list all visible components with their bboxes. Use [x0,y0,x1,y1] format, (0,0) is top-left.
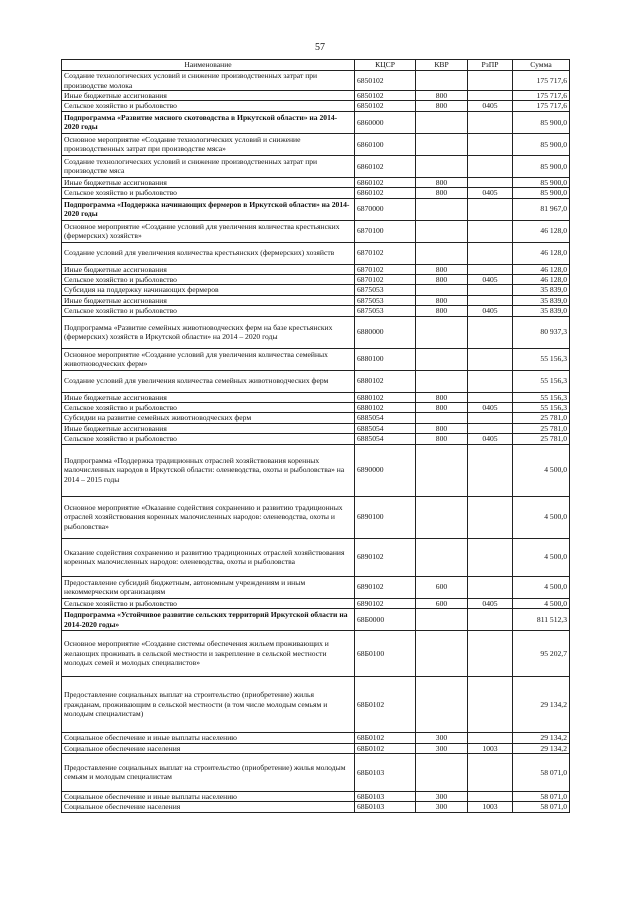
cell-sum: 85 900,0 [513,155,570,177]
cell-kcsr: 68Б0102 [355,677,416,733]
cell-rzpr: 0405 [468,101,513,111]
cell-kvr: 300 [416,791,468,801]
cell-sum: 95 202,7 [513,631,570,677]
cell-kcsr: 6870102 [355,275,416,285]
cell-kvr [416,496,468,538]
cell-name: Основное мероприятие «Создание технологических условий и снижение производственных затрат при производстве мяса» [62,133,355,155]
cell-sum: 85 900,0 [513,133,570,155]
cell-rzpr [468,295,513,305]
cell-kcsr: 6880100 [355,348,416,370]
header-sum: Сумма [513,60,570,71]
cell-sum: 29 134,2 [513,733,570,743]
cell-rzpr [468,348,513,370]
cell-name: Подпрограмма «Развитие семейных животноводческих ферм на базе крестьянских (фермерских) хозяйств в Иркутской области» на 2014 – 2020 годы [62,316,355,348]
cell-name: Сельское хозяйство и рыболовство [62,598,355,608]
cell-rzpr [468,198,513,220]
table-row [62,348,570,370]
cell-sum: 4 500,0 [513,576,570,598]
cell-sum: 46 128,0 [513,264,570,274]
table-row [62,576,570,598]
cell-rzpr: 0405 [468,275,513,285]
cell-kcsr: 6890100 [355,496,416,538]
cell-rzpr [468,133,513,155]
cell-name: Социальное обеспечение и иные выплаты населению [62,791,355,801]
page-number: 57 [315,42,325,53]
cell-name: Иные бюджетные ассигнования [62,423,355,433]
cell-name: Создание условий для увеличения количества крестьянских (фермерских) хозяйств [62,242,355,264]
cell-sum: 175 717,6 [513,71,570,91]
cell-kcsr: 6870102 [355,242,416,264]
table-row [62,242,570,264]
table-row [62,538,570,576]
cell-sum: 35 839,0 [513,306,570,316]
cell-sum: 85 900,0 [513,177,570,187]
cell-sum: 81 967,0 [513,198,570,220]
cell-sum: 55 156,3 [513,403,570,413]
cell-name: Подпрограмма «Устойчивое развитие сельских территорий Иркутской области на 2014-2020 годы» [62,609,355,631]
cell-kcsr: 6875053 [355,306,416,316]
cell-rzpr [468,444,513,496]
cell-kcsr: 6885054 [355,423,416,433]
cell-kcsr: 68Б0100 [355,631,416,677]
header-kvr: КВР [416,60,468,71]
cell-kvr [416,753,468,791]
cell-name: Предоставление субсидий бюджетным, автономным учреждениям и иным некоммерческим организациям [62,576,355,598]
table-row [62,753,570,791]
cell-rzpr [468,392,513,402]
cell-kcsr: 6885054 [355,434,416,444]
cell-kvr: 800 [416,392,468,402]
cell-name: Предоставление социальных выплат на строительство (приобретение) жилья гражданам, проживающим в сельской местности (в том числе молодым семьям и молодым специалистам) [62,677,355,733]
cell-kcsr: 6880000 [355,316,416,348]
cell-name: Иные бюджетные ассигнования [62,177,355,187]
cell-rzpr [468,733,513,743]
cell-kcsr: 6890102 [355,576,416,598]
cell-name: Социальное обеспечение населения [62,743,355,753]
cell-sum: 58 071,0 [513,791,570,801]
table-row [62,264,570,274]
table-row [62,155,570,177]
cell-kcsr: 6860102 [355,177,416,187]
cell-name: Субсидия на поддержку начинающих фермеров [62,285,355,295]
cell-kcsr: 6870000 [355,198,416,220]
cell-kcsr: 6880102 [355,392,416,402]
cell-sum: 25 781,0 [513,423,570,433]
cell-kcsr: 6860100 [355,133,416,155]
cell-rzpr: 0405 [468,598,513,608]
cell-rzpr [468,220,513,242]
cell-sum: 46 128,0 [513,220,570,242]
cell-name: Оказание содействия сохранению и развитию традиционных отраслей хозяйствования коренных малочисленных народов: оленеводства, охоты и рыболовства [62,538,355,576]
table-row [62,743,570,753]
cell-rzpr [468,538,513,576]
table-row [62,133,570,155]
cell-rzpr [468,111,513,133]
cell-name: Иные бюджетные ассигнования [62,264,355,274]
cell-kvr [416,631,468,677]
cell-name: Сельское хозяйство и рыболовство [62,403,355,413]
cell-kcsr: 68Б0103 [355,753,416,791]
cell-kvr: 600 [416,576,468,598]
cell-kcsr: 68Б0103 [355,802,416,812]
header-kcsr: КЦСР [355,60,416,71]
cell-name: Сельское хозяйство и рыболовство [62,306,355,316]
header-rzpr: РзПР [468,60,513,71]
cell-kvr [416,285,468,295]
table-body [62,71,570,813]
cell-rzpr [468,177,513,187]
table-row [62,275,570,285]
cell-sum: 58 071,0 [513,753,570,791]
cell-name: Социальное обеспечение и иные выплаты населению [62,733,355,743]
cell-rzpr: 0405 [468,188,513,198]
cell-kcsr: 6850102 [355,91,416,101]
cell-sum: 811 512,3 [513,609,570,631]
table-row [62,791,570,801]
cell-sum: 55 156,3 [513,392,570,402]
cell-rzpr: 0405 [468,403,513,413]
cell-sum: 35 839,0 [513,285,570,295]
table-row [62,71,570,91]
cell-sum: 25 781,0 [513,434,570,444]
cell-kvr: 800 [416,306,468,316]
cell-kvr: 300 [416,802,468,812]
cell-kcsr: 68Б0000 [355,609,416,631]
cell-kcsr: 6870100 [355,220,416,242]
cell-name: Предоставление социальных выплат на строительство (приобретение) жилья молодым семьям и молодым специалистам [62,753,355,791]
cell-sum: 29 134,2 [513,743,570,753]
cell-name: Иные бюджетные ассигнования [62,295,355,305]
cell-name: Подпрограмма «Развитие мясного скотоводства в Иркутской области» на 2014-2020 годы [62,111,355,133]
cell-sum: 85 900,0 [513,111,570,133]
cell-kvr: 800 [416,177,468,187]
table-row [62,295,570,305]
cell-kcsr: 6890102 [355,538,416,576]
cell-sum: 4 500,0 [513,444,570,496]
cell-sum: 4 500,0 [513,538,570,576]
header-name: Наименование [62,60,355,71]
cell-name: Подпрограмма «Поддержка начинающих фермеров в Иркутской области» на 2014-2020 годы [62,198,355,220]
table-row [62,306,570,316]
cell-sum: 4 500,0 [513,598,570,608]
cell-sum: 29 134,2 [513,677,570,733]
cell-rzpr [468,91,513,101]
cell-kcsr: 6890102 [355,598,416,608]
cell-kcsr: 6880102 [355,403,416,413]
cell-rzpr [468,791,513,801]
cell-sum: 35 839,0 [513,295,570,305]
table-row [62,496,570,538]
cell-kvr: 600 [416,598,468,608]
cell-kvr [416,71,468,91]
cell-sum: 55 156,3 [513,348,570,370]
table-row [62,609,570,631]
cell-kcsr: 6885054 [355,413,416,423]
cell-rzpr [468,496,513,538]
table-row [62,631,570,677]
table-row [62,198,570,220]
cell-kvr [416,155,468,177]
table-row [62,91,570,101]
table-row [62,392,570,402]
cell-kvr [416,538,468,576]
cell-rzpr [468,631,513,677]
cell-kcsr: 6860000 [355,111,416,133]
cell-name: Субсидии на развитие семейных животноводческих ферм [62,413,355,423]
table-row [62,403,570,413]
cell-rzpr: 1003 [468,802,513,812]
cell-kvr [416,677,468,733]
cell-rzpr [468,423,513,433]
cell-rzpr [468,155,513,177]
table-row [62,188,570,198]
cell-rzpr [468,71,513,91]
cell-kvr [416,133,468,155]
cell-rzpr [468,609,513,631]
cell-rzpr [468,677,513,733]
cell-name: Основное мероприятие «Создание условий для увеличения количества семейных животноводческих ферм» [62,348,355,370]
cell-sum: 58 071,0 [513,802,570,812]
cell-kvr: 800 [416,403,468,413]
cell-name: Иные бюджетные ассигнования [62,91,355,101]
cell-kvr: 800 [416,101,468,111]
cell-rzpr [468,264,513,274]
table-row [62,111,570,133]
cell-kcsr: 68Б0102 [355,743,416,753]
table-row [62,423,570,433]
cell-kvr [416,198,468,220]
cell-kvr: 800 [416,188,468,198]
table-row [62,370,570,392]
cell-name: Основное мероприятие «Создание условий для увеличения количества крестьянских (фермерских) хозяйств» [62,220,355,242]
cell-rzpr: 1003 [468,743,513,753]
cell-kvr [416,413,468,423]
cell-kvr: 800 [416,275,468,285]
cell-rzpr [468,285,513,295]
table-row [62,733,570,743]
cell-kvr [416,242,468,264]
cell-name: Подпрограмма «Поддержка традиционных отраслей хозяйствования коренных малочисленных народов в Иркутской области: оленеводства, охоты и рыболовства» на 2014 – 2015 годы [62,444,355,496]
cell-kcsr: 68Б0103 [355,791,416,801]
cell-kvr [416,316,468,348]
cell-kvr [416,220,468,242]
cell-name: Сельское хозяйство и рыболовство [62,101,355,111]
cell-rzpr: 0405 [468,306,513,316]
cell-sum: 46 128,0 [513,275,570,285]
cell-sum: 46 128,0 [513,242,570,264]
cell-sum: 25 781,0 [513,413,570,423]
table-row [62,444,570,496]
cell-kvr: 300 [416,733,468,743]
cell-kcsr: 6850102 [355,101,416,111]
cell-kcsr: 6890000 [355,444,416,496]
cell-rzpr [468,753,513,791]
table-row [62,101,570,111]
cell-name: Иные бюджетные ассигнования [62,392,355,402]
table-row [62,677,570,733]
table-header-row [62,60,570,71]
cell-rzpr [468,316,513,348]
cell-name: Сельское хозяйство и рыболовство [62,275,355,285]
cell-rzpr [468,242,513,264]
cell-kvr [416,444,468,496]
cell-sum: 85 900,0 [513,188,570,198]
cell-rzpr: 0405 [468,434,513,444]
cell-name: Основное мероприятие «Создание системы обеспечения жильем проживающих и желающих проживать в сельской местности и закрепление в сельской местности молодых семей и молодых специалистов» [62,631,355,677]
cell-sum: 55 156,3 [513,370,570,392]
budget-table [61,59,570,813]
cell-kcsr: 6875053 [355,295,416,305]
cell-name: Сельское хозяйство и рыболовство [62,434,355,444]
cell-kcsr: 6875053 [355,285,416,295]
cell-name: Создание условий для увеличения количества семейных животноводческих ферм [62,370,355,392]
cell-kvr: 800 [416,264,468,274]
table-row [62,220,570,242]
cell-sum: 80 937,3 [513,316,570,348]
cell-kvr: 800 [416,295,468,305]
table-row [62,434,570,444]
cell-sum: 175 717,6 [513,91,570,101]
cell-kvr [416,111,468,133]
table-row [62,802,570,812]
table-row [62,413,570,423]
cell-kcsr: 6880102 [355,370,416,392]
cell-rzpr [468,370,513,392]
cell-name: Создание технологических условий и снижение производственных затрат при производстве молока [62,71,355,91]
cell-name: Сельское хозяйство и рыболовство [62,188,355,198]
cell-kcsr: 6860102 [355,188,416,198]
cell-name: Основное мероприятие «Оказание содействия сохранению и развитию традиционных отраслей хозяйствования коренных малочисленных народов: оленеводства, охоты и рыболовства» [62,496,355,538]
cell-kvr [416,609,468,631]
table-row [62,285,570,295]
cell-kcsr: 6870102 [355,264,416,274]
cell-kcsr: 68Б0102 [355,733,416,743]
cell-sum: 4 500,0 [513,496,570,538]
cell-kvr: 300 [416,743,468,753]
cell-kcsr: 6850102 [355,71,416,91]
cell-kcsr: 6860102 [355,155,416,177]
cell-rzpr [468,576,513,598]
cell-kvr [416,348,468,370]
cell-rzpr [468,413,513,423]
cell-kvr: 800 [416,91,468,101]
cell-kvr: 800 [416,423,468,433]
cell-name: Создание технологических условий и снижение производственных затрат при производстве мяса [62,155,355,177]
table-row [62,316,570,348]
table-row [62,598,570,608]
cell-kvr: 800 [416,434,468,444]
table-row [62,177,570,187]
cell-name: Социальное обеспечение населения [62,802,355,812]
cell-kvr [416,370,468,392]
cell-sum: 175 717,6 [513,101,570,111]
